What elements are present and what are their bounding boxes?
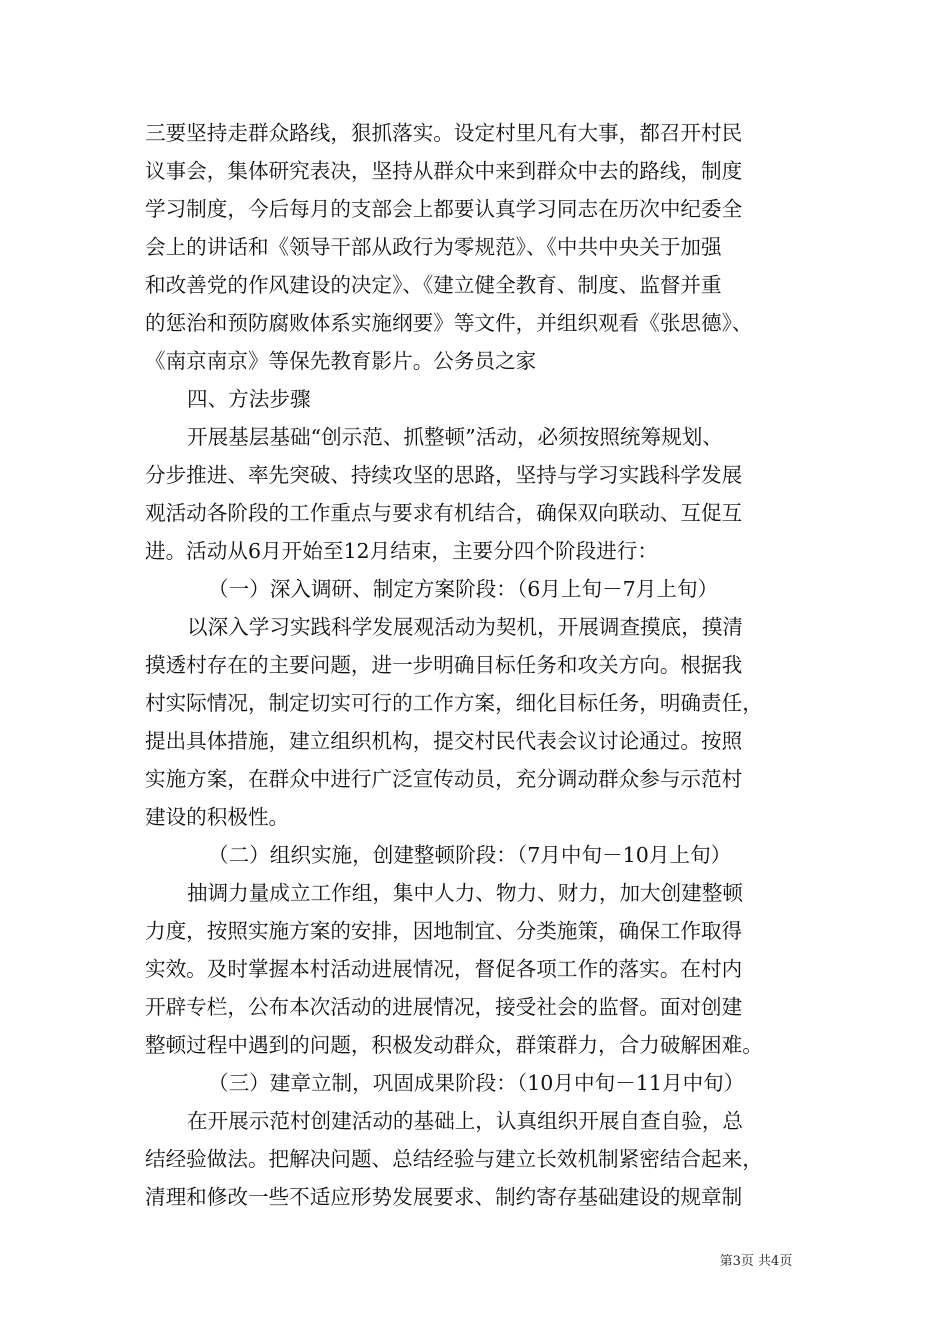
text-line: 四、方法步骤 xyxy=(187,387,311,411)
text-line: 清理和修改一些不适应形势发展要求、制约寄存基础建设的规章制 xyxy=(145,1185,743,1209)
text-line: 和改善党的作风建设的决定》、《建立健全教育、制度、监督并重 xyxy=(145,273,722,297)
text-line: 开展基层基础“创示范、抓整顿”活动，必须按照统筹规划、 xyxy=(187,425,723,449)
text-line: 《南京南京》等保先教育影片。公务员之家 xyxy=(145,349,537,373)
text-line: 村实际情况，制定切实可行的工作方案，细化目标任务，明确责任， xyxy=(145,691,763,715)
text-line: 学习制度，今后每月的支部会上都要认真学习同志在历次中纪委全 xyxy=(145,197,743,221)
text-line: 进。活动从6月开始至12月结束，主要分四个阶段进行： xyxy=(145,539,658,563)
text-line: 以深入学习实践科学发展观活动为契机，开展调查摸底，摸清 xyxy=(187,615,744,639)
page-number: 第3页 共4页 xyxy=(719,1254,793,1269)
text-line: 摸透村存在的主要问题，进一步明确目标任务和攻关方向。根据我 xyxy=(145,653,743,677)
text-line: 结经验做法。把解决问题、总结经验与建立长效机制紧密结合起来， xyxy=(145,1147,763,1171)
text-line: 整顿过程中遇到的问题，积极发动群众，群策群力，合力破解困难。 xyxy=(145,1033,763,1057)
document-body xyxy=(145,114,815,1216)
text-line: （三）建章立制，巩固成果阶段：（10月中旬－11月中旬） xyxy=(208,1071,745,1095)
text-line: 建设的积极性。 xyxy=(145,805,290,829)
text-line: 实效。及时掌握本村活动进展情况，督促各项工作的落实。在村内 xyxy=(145,957,743,981)
text-line: 抽调力量成立工作组，集中人力、物力、财力，加大创建整顿 xyxy=(187,881,744,905)
text-line: 观活动各阶段的工作重点与要求有机结合，确保双向联动、互促互 xyxy=(145,501,743,525)
text-line: （一）深入调研、制定方案阶段：（6月上旬－7月上旬） xyxy=(208,577,719,601)
text-line: 力度，按照实施方案的安排，因地制宜、分类施策，确保工作取得 xyxy=(145,919,743,943)
text-line: 实施方案，在群众中进行广泛宣传动员，充分调动群众参与示范村 xyxy=(145,767,743,791)
text-line: 三要坚持走群众路线，狠抓落实。设定村里凡有大事，都召开村民 xyxy=(145,121,743,145)
text-line: 分步推进、率先突破、持续攻坚的思路，坚持与学习实践科学发展 xyxy=(145,463,743,487)
text-line: 在开展示范村创建活动的基础上，认真组织开展自查自验，总 xyxy=(187,1109,744,1133)
text-line: （二）组织实施，创建整顿阶段：（7月中旬－10月上旬） xyxy=(208,843,732,867)
text-line: 议事会，集体研究表决，坚持从群众中来到群众中去的路线，制度 xyxy=(145,159,743,183)
text-line: 开辟专栏，公布本次活动的进展情况，接受社会的监督。面对创建 xyxy=(145,995,743,1019)
text-line: 提出具体措施，建立组织机构，提交村民代表会议讨论通过。按照 xyxy=(145,729,743,753)
text-line: 会上的讲话和《领导干部从政行为零规范》、《中共中央关于加强 xyxy=(145,235,722,259)
text-line: 的惩治和预防腐败体系实施纲要》等文件，并组织观看《张思德》、 xyxy=(145,311,753,335)
